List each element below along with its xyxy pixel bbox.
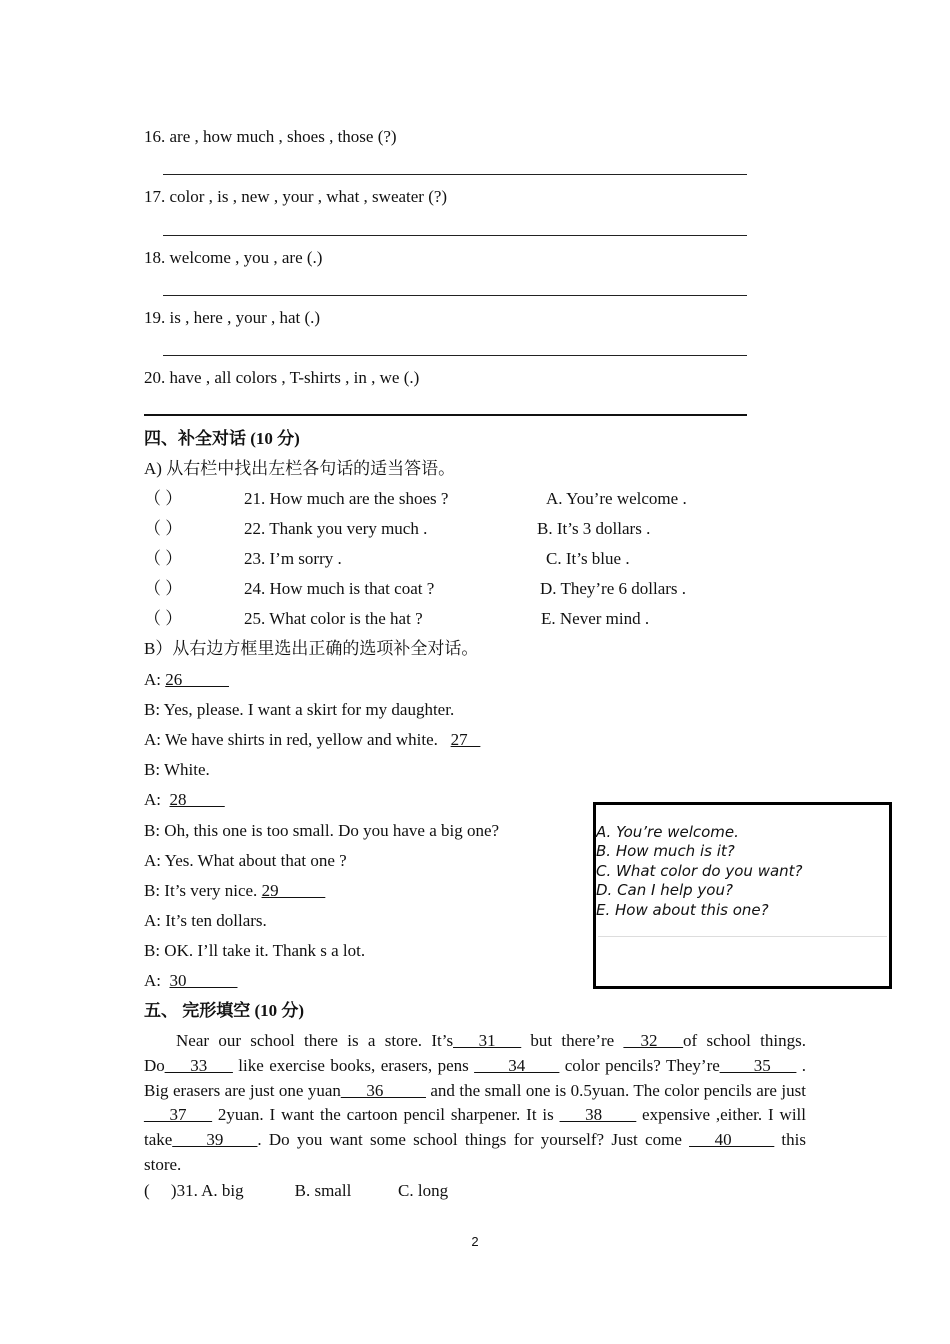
- cloze-passage: [144, 1029, 806, 1178]
- blank-27[interactable]: 27: [450, 730, 481, 749]
- cloze-text: this store.: [144, 1130, 806, 1174]
- speaker-a: A:: [144, 971, 170, 990]
- dialogue-text: A: We have shirts in red, yellow and white.: [144, 730, 451, 749]
- question-21: [144, 489, 448, 509]
- answer-paren[interactable]: （ ）: [144, 609, 183, 628]
- speaker-a: A:: [144, 790, 170, 809]
- answer-line-16[interactable]: [163, 174, 747, 175]
- dialogue-line-8: [144, 881, 325, 901]
- answer-paren[interactable]: （ ）: [144, 549, 183, 568]
- question-31-text: ( )31. A. big B. small C. long: [144, 1181, 449, 1200]
- dialogue-line-5: [144, 790, 225, 810]
- cloze-text: . Big erasers are just one yuan: [144, 1055, 807, 1100]
- answer-line-17[interactable]: [163, 235, 747, 236]
- dialogue-text: B: It’s very nice.: [144, 881, 262, 900]
- cloze-text: Near our school there is a store. It’s: [176, 1031, 454, 1050]
- blank-26[interactable]: 26: [165, 670, 229, 689]
- cloze-blank[interactable]: ___38____: [559, 1105, 637, 1125]
- blank-29[interactable]: 29: [261, 881, 326, 900]
- answer-paren[interactable]: （ ）: [144, 519, 183, 538]
- question-17: 17. color , is , new , your , what , sweater (?): [144, 187, 448, 206]
- cloze-blank[interactable]: ___33___: [164, 1055, 233, 1075]
- cloze-text: like exercise books, erasers, pens: [232, 1055, 475, 1075]
- question-18: 18. welcome , you , are (.): [144, 248, 323, 267]
- box-option-b: B. How much is it?: [596, 842, 735, 861]
- question-23: [144, 549, 342, 569]
- question-24: [144, 579, 434, 599]
- question-25: [144, 609, 423, 629]
- cloze-blank[interactable]: ___31___: [453, 1031, 522, 1050]
- cloze-blank[interactable]: ____34____: [474, 1055, 560, 1075]
- dialogue-line-7: A: Yes. What about that one ?: [144, 851, 347, 870]
- options-box: [593, 802, 892, 989]
- cloze-blank[interactable]: ____35___: [719, 1055, 797, 1075]
- box-option-d: D. Can I help you?: [596, 881, 733, 900]
- cloze-blank[interactable]: ___40_____: [689, 1130, 775, 1150]
- part-b-instruction: B）从右边方框里选出正确的选项补全对话。: [144, 639, 479, 658]
- dialogue-line-3: [144, 730, 480, 750]
- cloze-text: 2yuan. I want the cartoon pencil sharpener. It is: [212, 1105, 560, 1125]
- question-22-text: 22. Thank you very much .: [244, 519, 428, 538]
- cloze-text: expensive ,either. I will take: [144, 1105, 806, 1150]
- section-5-title: 五、 完形填空 (10 分): [144, 1001, 305, 1020]
- answer-option-d: D. They’re 6 dollars .: [540, 579, 687, 598]
- question-20: 20. have , all colors , T-shirts , in , we (.): [144, 368, 420, 387]
- blank-30[interactable]: 30: [169, 971, 238, 990]
- cloze-passage-text: [144, 1029, 806, 1178]
- dialogue-line-9: A: It’s ten dollars.: [144, 911, 267, 930]
- answer-option-b: B. It’s 3 dollars .: [537, 519, 651, 538]
- question-24-text: 24. How much is that coat ?: [244, 579, 435, 598]
- dialogue-line-6: B: Oh, this one is too small. Do you have a big one?: [144, 821, 500, 840]
- box-option-a: A. You’re welcome.: [596, 823, 739, 841]
- box-divider: [598, 936, 887, 937]
- cloze-text: . Do you want some school things for yourself? Just come: [257, 1130, 690, 1150]
- cloze-blank[interactable]: ___36_____: [340, 1080, 426, 1100]
- answer-line-20[interactable]: [144, 414, 747, 416]
- cloze-blank[interactable]: __32___: [623, 1031, 684, 1050]
- section-4-title: 四、补全对话 (10 分): [144, 429, 300, 448]
- page-number: 2: [471, 1234, 479, 1249]
- question-31: [144, 1181, 448, 1201]
- question-21-text: 21. How much are the shoes ?: [244, 489, 449, 508]
- part-a-instruction: A) 从右栏中找出左栏各句话的适当答语。: [144, 459, 456, 478]
- dialogue-line-10: B: OK. I’ll take it. Thank s a lot.: [144, 941, 366, 960]
- answer-paren[interactable]: （ ）: [144, 579, 183, 598]
- cloze-text: but there’re: [521, 1031, 624, 1050]
- dialogue-line-2: B: Yes, please. I want a skirt for my daughter.: [144, 700, 455, 719]
- question-23-text: 23. I’m sorry .: [244, 549, 342, 568]
- box-option-e: E. How about this one?: [596, 900, 769, 919]
- answer-option-a: A. You’re welcome .: [546, 489, 687, 508]
- dialogue-line-1: [144, 670, 229, 690]
- answer-line-18[interactable]: [163, 295, 747, 296]
- cloze-text: and the small one is 0.5yuan. The color pencils are just: [425, 1080, 806, 1100]
- answer-line-19[interactable]: [163, 355, 747, 356]
- box-option-c: C. What color do you want?: [596, 861, 803, 880]
- question-16: 16. are , how much , shoes , those (?): [144, 127, 397, 146]
- question-19: 19. is , here , your , hat (.): [144, 308, 321, 327]
- cloze-text: color pencils? They’re: [559, 1055, 720, 1075]
- dialogue-line-4: B: White.: [144, 760, 210, 779]
- dialogue-line-11: [144, 971, 238, 991]
- answer-option-c: C. It’s blue .: [546, 549, 630, 568]
- cloze-text: of school things. Do: [144, 1031, 806, 1075]
- question-25-text: 25. What color is the hat ?: [244, 609, 423, 628]
- question-22: [144, 519, 427, 539]
- cloze-blank[interactable]: ___37___: [144, 1105, 212, 1125]
- speaker-a: A:: [144, 670, 166, 689]
- blank-28[interactable]: 28: [169, 790, 225, 809]
- answer-option-e: E. Never mind .: [541, 609, 650, 628]
- answer-paren[interactable]: （ ）: [144, 489, 183, 508]
- cloze-blank[interactable]: ____39____: [172, 1130, 258, 1150]
